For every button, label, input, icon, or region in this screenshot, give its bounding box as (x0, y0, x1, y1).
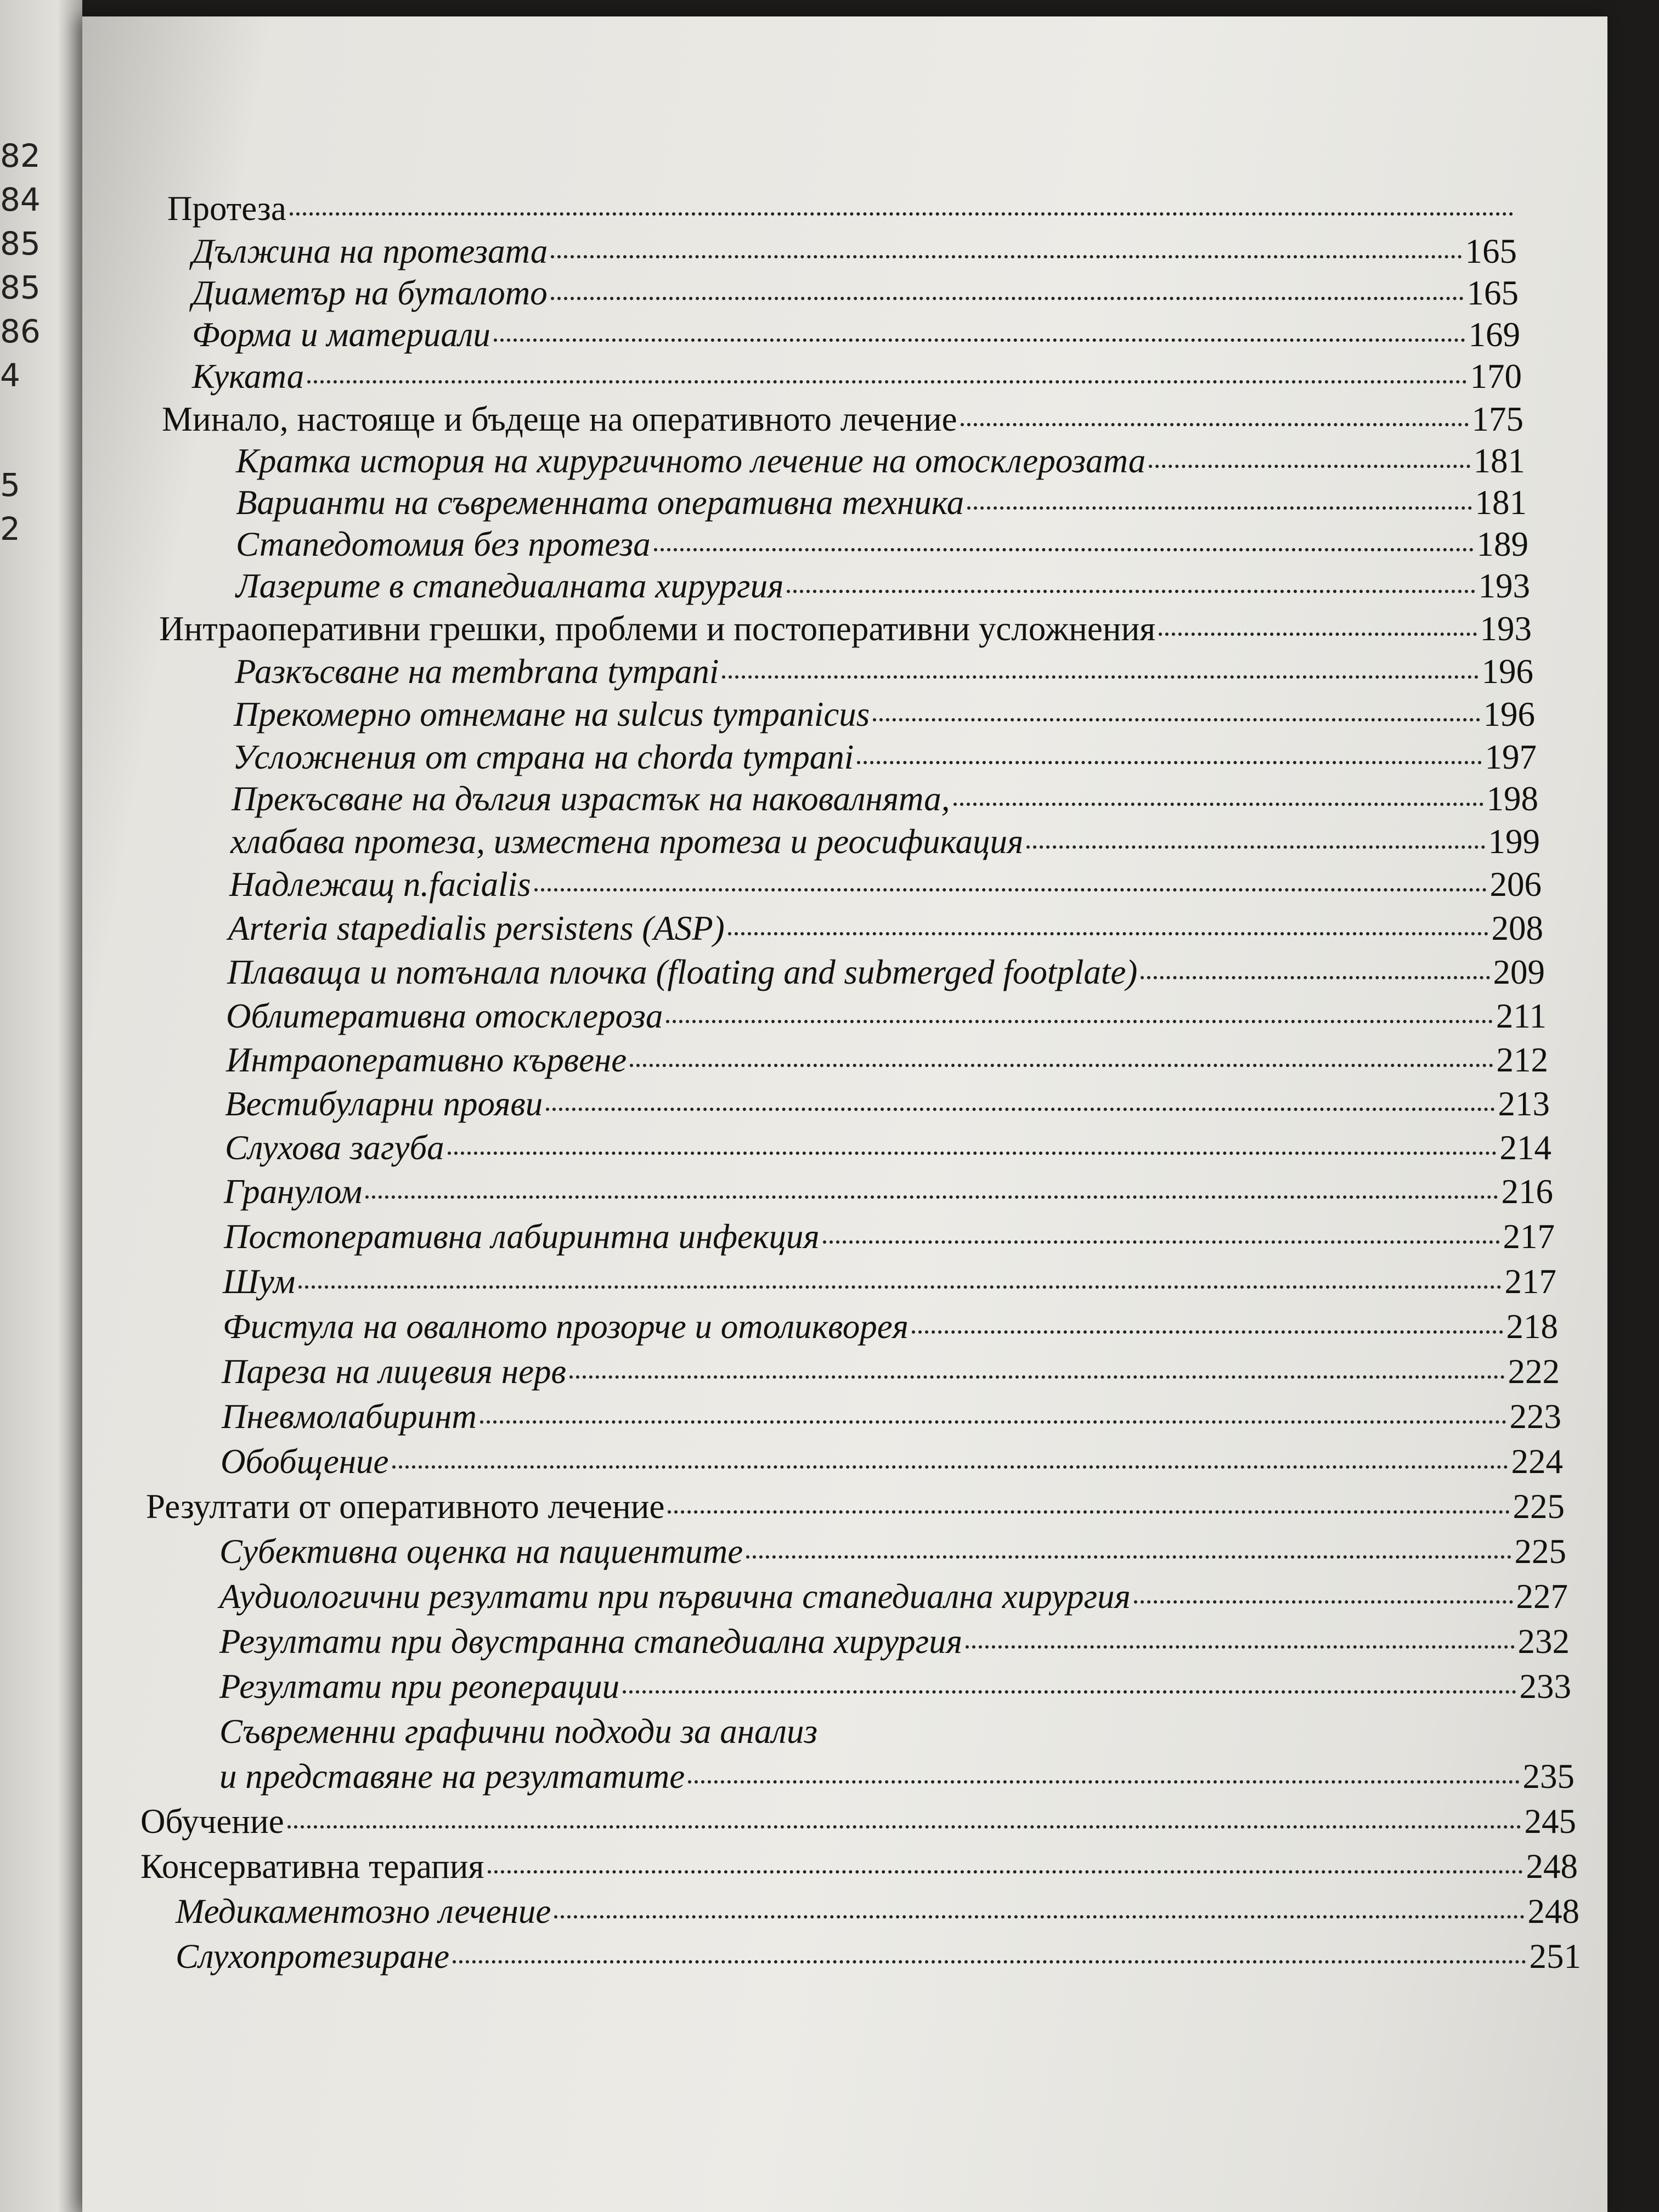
toc-entry (235, 650, 1533, 693)
toc-leader-dots (569, 1375, 1505, 1379)
toc-entry (225, 1082, 1550, 1126)
toc-entry (223, 1260, 1556, 1304)
prev-page-number: 84 (0, 181, 41, 218)
toc-leader-dots (307, 380, 1466, 383)
toc-entry-title: Шум (223, 1262, 296, 1301)
toc-leader-dots (488, 1870, 1523, 1874)
book-page (82, 16, 1607, 2212)
toc-entry-title: Дължина на протезата (192, 232, 548, 270)
toc-entry-page: 233 (1519, 1667, 1571, 1706)
toc-leader-dots (630, 1064, 1493, 1067)
toc-leader-dots (623, 1690, 1516, 1694)
toc-leader-dots (1026, 845, 1485, 849)
toc-entry (236, 564, 1530, 608)
toc-entry-title: хлабава протеза, изместена протеза и реосификация (230, 822, 1024, 861)
toc-leader-dots (746, 1555, 1511, 1559)
toc-entry-title: Консервативна терапия (140, 1847, 484, 1886)
toc-entry (227, 950, 1545, 994)
toc-entry (222, 1395, 1561, 1438)
toc-entry (192, 271, 1519, 315)
toc-entry-title: Варианти на съвременната оперативна техника (236, 483, 964, 522)
toc-entry-page: 216 (1501, 1172, 1553, 1211)
toc-entry (236, 522, 1528, 566)
toc-leader-dots (1141, 976, 1489, 979)
toc-leader-dots (688, 1780, 1519, 1784)
toc-entry-page: 193 (1478, 567, 1530, 605)
toc-leader-dots (666, 1020, 1492, 1023)
toc-leader-dots (857, 761, 1481, 764)
toc-entry-title: Кратка история на хирургичното лечение на отосклерозата (236, 442, 1146, 480)
toc-entry-page: 181 (1475, 483, 1527, 522)
toc-entry-page: 170 (1470, 357, 1522, 396)
toc-entry-title: Облитеративна отосклероза (226, 997, 663, 1035)
toc-leader-dots (654, 548, 1474, 551)
toc-entry-title: Прекомерно отнемане на sulcus tympanicus (234, 695, 870, 733)
toc-entry-title: Субективна оценка на пациентите (219, 1532, 743, 1571)
toc-entry-page: 232 (1517, 1622, 1570, 1661)
toc-entry (192, 229, 1517, 273)
toc-entry-title: Диаметър на буталото (192, 274, 548, 312)
toc-entry (230, 820, 1540, 864)
toc-entry-title: Вестибуларни прояви (225, 1085, 543, 1123)
toc-entry-page: 165 (1465, 232, 1517, 270)
toc-entry-title: Слухова загуба (225, 1128, 444, 1167)
toc-entry-page: 224 (1511, 1442, 1563, 1481)
toc-leader-dots (392, 1465, 1508, 1469)
toc-entry-title: Протеза (167, 189, 286, 228)
toc-entry-page: 223 (1509, 1397, 1561, 1436)
toc-entry-title: Обучение (140, 1802, 284, 1841)
toc-entry (146, 1485, 1565, 1528)
toc-entry (236, 481, 1527, 524)
toc-entry (162, 397, 1523, 441)
toc-entry-page: 227 (1516, 1577, 1568, 1616)
toc-entry-page: 196 (1483, 695, 1535, 733)
prev-page-number: 4 (0, 357, 20, 394)
toc-entry-page: 181 (1473, 442, 1525, 480)
toc-entry-title: Резултати от оперативното лечение (146, 1487, 665, 1526)
toc-entry-title: Усложнения от страна на chorda tympani (233, 738, 854, 776)
toc-entry (228, 906, 1543, 950)
toc-entry-page: 217 (1504, 1262, 1556, 1301)
toc-entry (234, 692, 1535, 736)
toc-entry-title: Лазерите в стапедиалната хирургия (236, 567, 784, 605)
toc-leader-dots (494, 338, 1465, 342)
toc-entry-title: Медикаментозно лечение (176, 1892, 551, 1931)
toc-entry-title: Съвременни графични подходи за анализ (219, 1712, 818, 1751)
prev-page-number: 5 (0, 466, 20, 504)
toc-entry-page: 169 (1468, 315, 1520, 354)
toc-leader-dots (953, 803, 1483, 806)
toc-entry-page: 197 (1485, 738, 1537, 776)
toc-entry (159, 607, 1532, 651)
toc-entry-page: 175 (1471, 400, 1523, 438)
toc-entry (140, 1844, 1578, 1888)
toc-entry (226, 994, 1547, 1038)
toc-entry-title: Обобщение (221, 1442, 389, 1481)
toc-entry (225, 1126, 1551, 1170)
toc-entry (236, 439, 1525, 483)
toc-entry-title: Аудиологични резултати при първична стапедиална хирургия (219, 1577, 1131, 1616)
toc-leader-dots (966, 1645, 1515, 1649)
toc-leader-dots (480, 1420, 1506, 1424)
toc-entry-title: Стапедотомия без протеза (236, 525, 651, 563)
toc-leader-dots (448, 1152, 1497, 1155)
toc-entry (140, 1799, 1576, 1843)
toc-leader-dots (728, 932, 1488, 935)
toc-entry (229, 862, 1542, 906)
toc-entry-page: 206 (1489, 865, 1542, 904)
toc-entry-page: 212 (1496, 1041, 1548, 1079)
toc-entry-page: 189 (1476, 525, 1528, 563)
toc-entry-page: 196 (1481, 652, 1533, 691)
toc-entry-page: 213 (1498, 1085, 1550, 1123)
toc-entry-page: 211 (1496, 997, 1547, 1035)
prev-page-number: 85 (0, 225, 41, 262)
toc-entry-title: Минало, настояще и бъдеще на оперативното лечение (162, 400, 957, 438)
toc-entry (233, 735, 1537, 779)
toc-entry-page: 225 (1514, 1532, 1566, 1571)
toc-entry (176, 1934, 1581, 1978)
toc-entry (167, 187, 1517, 230)
toc-entry-title: Резултати при реоперации (219, 1667, 620, 1706)
toc-entry-page: 225 (1513, 1487, 1565, 1526)
toc-leader-dots (298, 1285, 1501, 1289)
toc-entry (219, 1709, 1573, 1753)
toc-entry (176, 1889, 1579, 1933)
previous-page-edge (0, 0, 82, 2212)
prev-page-number: 86 (0, 313, 41, 350)
toc-entry-title: Форма и материали (192, 315, 490, 354)
toc-entry-title: Куката (192, 357, 304, 396)
toc-leader-dots (787, 590, 1475, 593)
toc-entry-title: Прекъсване на дългия израстък на наковалнята, (232, 780, 950, 818)
toc-entry (224, 1170, 1553, 1214)
toc-entry-page: 209 (1493, 953, 1545, 991)
toc-entry-page: 245 (1524, 1802, 1576, 1841)
toc-entry-title: Разкъсване на membrana tympani (235, 652, 719, 691)
toc-entry-title: Плаваща и потънала плочка (floating and submerged footplate) (227, 953, 1138, 991)
toc-leader-dots (961, 423, 1469, 426)
toc-leader-dots (967, 506, 1471, 510)
toc-entry (219, 1575, 1568, 1618)
toc-entry-page: 222 (1508, 1352, 1560, 1391)
toc-entry (219, 1620, 1570, 1663)
toc-leader-dots (1149, 465, 1470, 468)
toc-entry-page: 248 (1526, 1847, 1578, 1886)
prev-page-number: 82 (0, 137, 41, 174)
toc-entry (232, 777, 1538, 821)
toc-entry-page: 193 (1480, 610, 1532, 648)
toc-leader-dots (1134, 1600, 1513, 1604)
toc-entry (219, 1664, 1571, 1708)
toc-entry-title: Интраоперативно кървене (226, 1041, 627, 1079)
toc-entry-page: 208 (1491, 909, 1543, 947)
toc-leader-dots (554, 1915, 1524, 1918)
prev-page-number: 2 (0, 510, 20, 548)
toc-leader-dots (1159, 633, 1476, 636)
toc-leader-dots (287, 1825, 1521, 1829)
toc-entry-title: Постоперативна лабиринтна инфекция (224, 1217, 820, 1256)
toc-leader-dots (722, 675, 1478, 679)
toc-entry (192, 313, 1520, 357)
toc-leader-dots (873, 718, 1480, 721)
toc-entry-page: 199 (1488, 822, 1540, 861)
prev-page-number: 85 (0, 269, 41, 306)
toc-entry (226, 1038, 1548, 1082)
toc-leader-dots (912, 1330, 1503, 1334)
toc-entry-page: 251 (1529, 1937, 1581, 1976)
toc-entry-title: Arteria stapedialis persistens (ASP) (228, 909, 725, 947)
toc-entry-page: 214 (1499, 1128, 1551, 1167)
toc-leader-dots (534, 888, 1487, 891)
toc-entry-title: Гранулом (224, 1172, 363, 1211)
toc-entry-page: 198 (1486, 780, 1538, 818)
toc-leader-dots (551, 297, 1464, 300)
toc-entry-page: 218 (1506, 1307, 1558, 1346)
toc-entry (219, 1754, 1575, 1798)
toc-entry-title: и представяне на резултатите (219, 1757, 685, 1796)
toc-leader-dots (668, 1510, 1509, 1514)
toc-leader-dots (365, 1195, 1498, 1199)
toc-entry (222, 1350, 1560, 1393)
toc-leader-dots (290, 212, 1514, 216)
toc-leader-dots (546, 1108, 1494, 1111)
toc-entry (221, 1440, 1563, 1483)
toc-entry-title: Пареза на лицевия нерв (222, 1352, 566, 1391)
toc-entry-title: Надлежащ n.facialis (229, 865, 531, 904)
toc-entry (224, 1215, 1555, 1259)
toc-entry-page: 217 (1503, 1217, 1555, 1256)
toc-leader-dots (453, 1960, 1526, 1963)
toc-entry-title: Резултати при двустранна стапедиална хирургия (219, 1622, 962, 1661)
toc-entry-page: 165 (1466, 274, 1519, 312)
toc-entry-title: Интраоперативни грешки, проблеми и постоперативни усложнения (159, 610, 1156, 648)
toc-leader-dots (551, 255, 1462, 258)
toc-entry (192, 354, 1522, 398)
toc-leader-dots (823, 1240, 1500, 1244)
toc-entry-page: 248 (1527, 1892, 1579, 1931)
toc-entry-title: Пневмолабиринт (222, 1397, 477, 1436)
toc-entry (223, 1305, 1558, 1348)
toc-entry-title: Фистула на овалното прозорче и отоликворея (223, 1307, 909, 1346)
toc-entry-title: Слухопротезиране (176, 1937, 450, 1976)
toc-entry-page: 235 (1522, 1757, 1575, 1796)
toc-entry (219, 1530, 1566, 1573)
